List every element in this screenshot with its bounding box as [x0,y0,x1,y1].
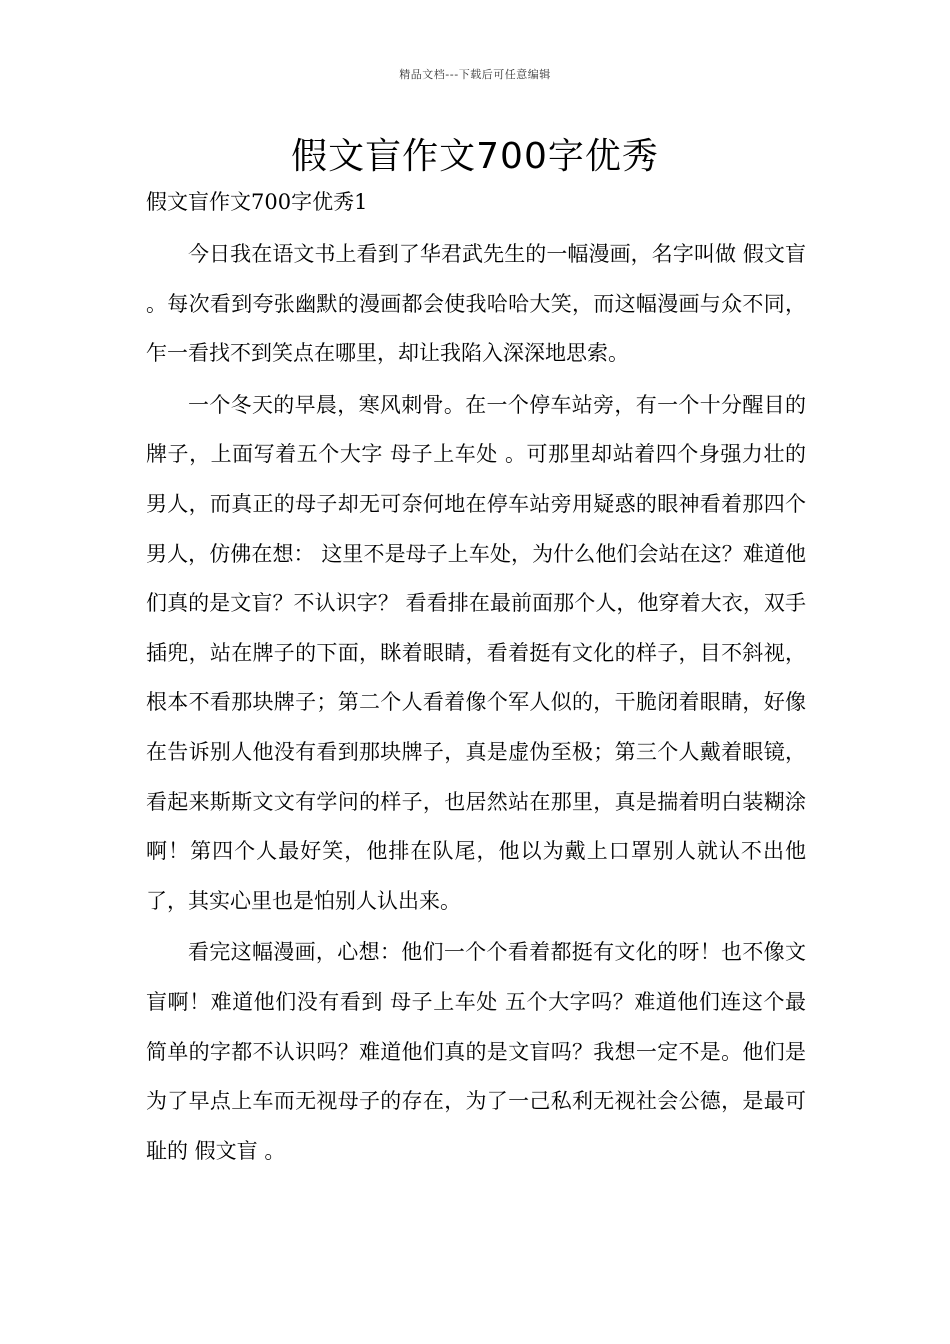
paragraph-2: 一个冬天的早晨，寒风刺骨。在一个停车站旁，有一个十分醒目的牌子，上面写着五个大字 母子上车处 。可那里却站着四个身强力壮的男人，而真正的母子却无可奈何地在停车站旁用疑惑的眼神看着那四个男人，仿佛在想： 这里不是母子上车处，为什么他们会站在这？难道他们真的是文盲？不认识字？ 看看排在最前面那个人，他穿着大衣，双手插兜，站在牌子的下面，眯着眼睛，看着挺有文化的样子，目不斜视，根本不看那块牌子；第二个人看着像个军人似的，干脆闭着眼睛，好像在告诉别人他没有看到那块牌子，真是虚伪至极；第三个人戴着眼镜，看起来斯斯文文有学问的样子，也居然站在那里，真是揣着明白装糊涂啊！第四个人最好笑，他排在队尾，他以为戴上口罩别人就认不出他了，其实心里也是怕别人认出来。 [146,392,806,913]
document-body [146,230,806,1176]
document-subtitle: 假文盲作文700字优秀1 [146,190,368,214]
document-title: 假文盲作文700字优秀 [291,136,659,177]
paragraph-3: 看完这幅漫画，心想：他们一个个看着都挺有文化的呀！也不像文盲啊！难道他们没有看到 母子上车处 五个大字吗？难道他们连这个最简单的字都不认识吗？难道他们真的是文盲吗？我想一定不是。他们是为了早点上车而无视母子的存在，为了一己私利无视社会公德，是最可耻的 假文盲 。 [146,940,806,1163]
paragraph-1: 今日我在语文书上看到了华君武先生的一幅漫画，名字叫做 假文盲 。每次看到夸张幽默的漫画都会使我哈哈大笑，而这幅漫画与众不同，乍一看找不到笑点在哪里，却让我陷入深深地思索。 [146,242,806,366]
header-note: 精品文档---下载后可任意编辑 [399,68,551,81]
